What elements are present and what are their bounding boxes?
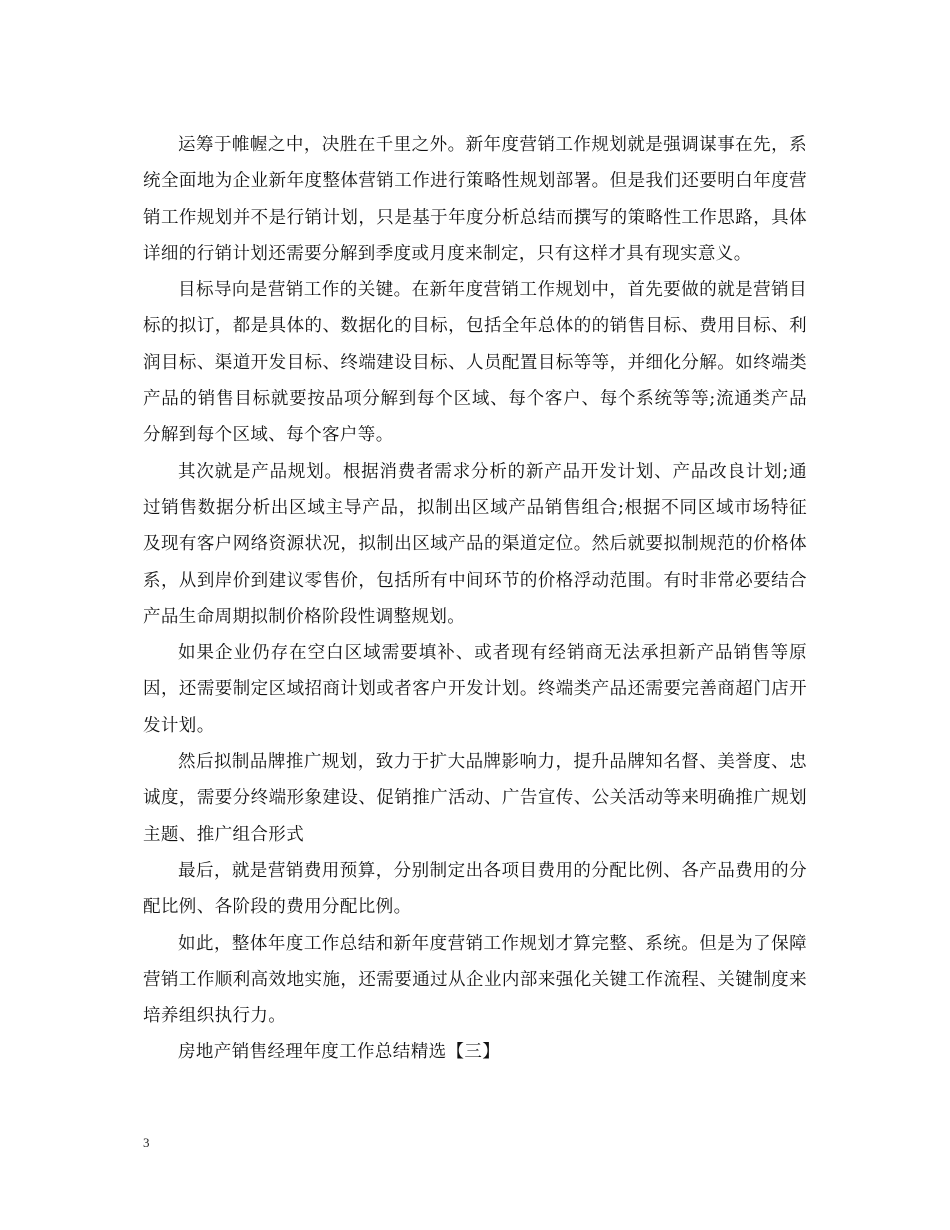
paragraph-7: 如此，整体年度工作总结和新年度营销工作规划才算完整、系统。但是为了保障营销工作顺利高效地实施，还需要通过从企业内部来强化关键工作流程、关键制度来培养组织执行力。: [143, 933, 807, 1027]
section-heading: 房地产销售经理年度工作总结精选【三】: [178, 1042, 501, 1063]
page-number: 3: [143, 1135, 150, 1150]
paragraph-3: 其次就是产品规划。根据消费者需求分析的新产品开发计划、产品改良计划;通过销售数据分析出区域主导产品，拟制出区域产品销售组合;根据不同区域市场特征及现有客户网络资源状况，拟制出区域产品的渠道定位。然后就要拟制规范的价格体系，从到岸价到建议零售价，包括所有中间环节的价格浮动范围。有时非常必要结合产品生命周期拟制价格阶段性调整规划。: [143, 461, 807, 627]
paragraph-1: 运筹于帷幄之中，决胜在千里之外。新年度营销工作规划就是强调谋事在先，系统全面地为企业新年度整体营销工作进行策略性规划部署。但是我们还要明白年度营销工作规划并不是行销计划，只是基于年度分析总结而撰写的策略性工作思路，具体详细的行销计划还需要分解到季度或月度来制定，只有这样才具有现实意义。: [143, 135, 807, 264]
paragraph-6: 最后，就是营销费用预算，分别制定出各项目费用的分配比例、各产品费用的分配比例、各阶段的费用分配比例。: [143, 860, 807, 918]
paragraph-5: 然后拟制品牌推广规划，致力于扩大品牌影响力，提升品牌知名督、美誉度、忠诚度，需要分终端形象建设、促销推广活动、广告宣传、公关活动等来明确推广规划主题、推广组合形式: [143, 752, 807, 845]
body-text: [143, 127, 807, 1071]
paragraph-2: 目标导向是营销工作的关键。在新年度营销工作规划中，首先要做的就是营销目标的拟订，都是具体的、数据化的目标，包括全年总体的的销售目标、费用目标、利润目标、渠道开发目标、终端建设目标、人员配置目标等等，并细化分解。如终端类产品的销售目标就要按品项分解到每个区域、每个客户、每个系统等等;流通类产品分解到每个区域、每个客户等。: [143, 280, 807, 446]
paragraph-4: 如果企业仍存在空白区域需要填补、或者现有经销商无法承担新产品销售等原因，还需要制定区域招商计划或者客户开发计划。终端类产品还需要完善商超门店开发计划。: [143, 643, 807, 736]
